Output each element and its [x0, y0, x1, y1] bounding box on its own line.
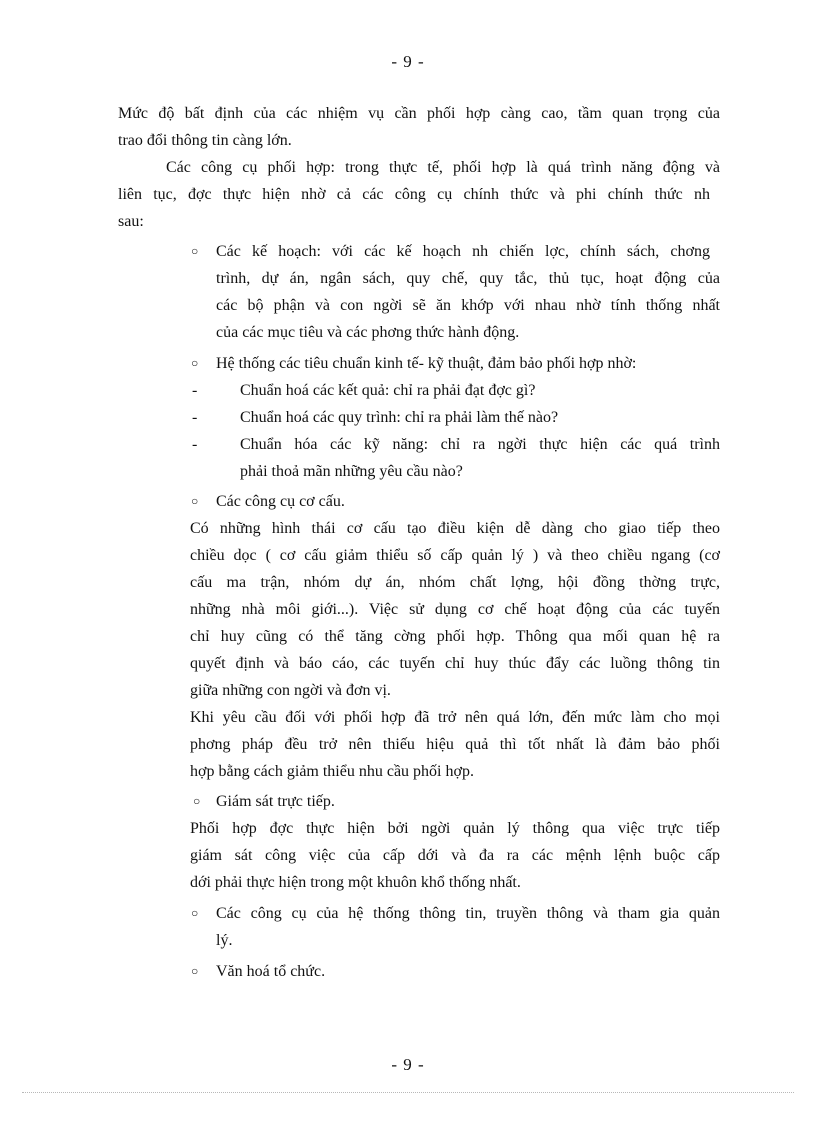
- bullet-icon: ○: [191, 356, 199, 370]
- body-line: Hệ thống các tiêu chuẩn kinh tế- kỹ thuật, đảm bảo phối hợp nhờ:: [216, 355, 637, 372]
- body-line: giữa những con ngời và đơn vị.: [190, 682, 391, 699]
- body-line: phơng pháp đều trở nên thiếu hiệu quả thì tốt nhất là đảm bảo phối: [190, 736, 720, 753]
- body-line: Chuẩn hóa các kỹ năng: chỉ ra ngời thực hiện các quá trình: [240, 436, 720, 453]
- dash-marker: -: [192, 409, 198, 426]
- body-line: Giám sát trực tiếp.: [216, 793, 335, 810]
- body-line: sau:: [118, 213, 144, 230]
- body-line: chiều dọc ( cơ cấu giảm thiểu số cấp quản lý ) và theo chiều ngang (cơ: [190, 547, 720, 564]
- dash-marker: -: [192, 382, 198, 399]
- body-line: của các mục tiêu và các phơng thức hành động.: [216, 324, 520, 341]
- bullet-icon: ○: [191, 494, 199, 508]
- bullet-icon: ○: [191, 964, 199, 978]
- body-line: Các công cụ phối hợp: trong thực tế, phối hợp là quá trình năng động và: [166, 159, 720, 176]
- dash-marker: -: [192, 436, 198, 453]
- body-line: Khi yêu cầu đối với phối hợp đã trở nên quá lớn, đến mức làm cho mọi: [190, 709, 720, 726]
- body-line: liên tục, đợc thực hiện nhờ cả các công cụ chính thức và phi chính thức nh: [118, 186, 710, 203]
- page-number-top: - 9 -: [391, 52, 425, 71]
- body-line: Các công cụ cơ cấu.: [216, 493, 345, 510]
- bullet-icon: ○: [191, 244, 199, 258]
- body-line: Có những hình thái cơ cấu tạo điều kiện dễ dàng cho giao tiếp theo: [190, 520, 720, 537]
- body-line: Văn hoá tổ chức.: [216, 963, 326, 980]
- body-line: Phối hợp đợc thực hiện bởi ngời quản lý thông qua việc trực tiếp: [190, 820, 720, 837]
- body-line: trao đổi thông tin càng lớn.: [118, 132, 292, 149]
- footer-dotted-rule: [22, 1092, 794, 1093]
- body-line: các bộ phận và con ngời sẽ ăn khớp với nhau nhờ tính thống nhất: [216, 297, 720, 314]
- body-line: lý.: [216, 932, 233, 949]
- bullet-icon: ○: [191, 906, 199, 920]
- body-line: dới phải thực hiện trong một khuôn khổ thống nhất.: [190, 874, 521, 891]
- body-line: Chuẩn hoá các kết quả: chỉ ra phải đạt đợc gì?: [240, 382, 536, 399]
- bullet-icon: ○: [193, 794, 201, 808]
- body-line: quyết định và báo cáo, các tuyến chỉ huy thúc đẩy các luồng thông tin: [190, 655, 720, 672]
- body-line: phải thoả mãn những yêu cầu nào?: [240, 463, 463, 480]
- body-line: những nhà môi giới...). Việc sử dụng cơ chế hoạt động của các tuyến: [190, 601, 720, 618]
- body-line: trình, dự án, ngân sách, quy chế, quy tắc, thủ tục, hoạt động của: [216, 270, 720, 287]
- body-line: giám sát công việc của cấp dới và đa ra các mệnh lệnh buộc cấp: [190, 847, 720, 864]
- body-line: Các kế hoạch: với các kế hoạch nh chiến lợc, chính sách, chơng: [216, 243, 710, 260]
- body-line: Chuẩn hoá các quy trình: chỉ ra phải làm thế nào?: [240, 409, 559, 426]
- page-number-bottom: - 9 -: [391, 1055, 425, 1074]
- body-line: Các công cụ của hệ thống thông tin, truyền thông và tham gia quản: [216, 905, 720, 922]
- body-line: hợp bằng cách giảm thiểu nhu cầu phối hợp.: [190, 763, 474, 780]
- body-line: Mức độ bất định của các nhiệm vụ cần phối hợp càng cao, tầm quan trọng của: [118, 105, 720, 122]
- body-line: cấu ma trận, nhóm dự án, nhóm chất lợng, hội đồng thờng trực,: [190, 574, 720, 591]
- body-line: chỉ huy cũng có thể tăng cờng phối hợp. Thông qua mối quan hệ ra: [190, 628, 720, 645]
